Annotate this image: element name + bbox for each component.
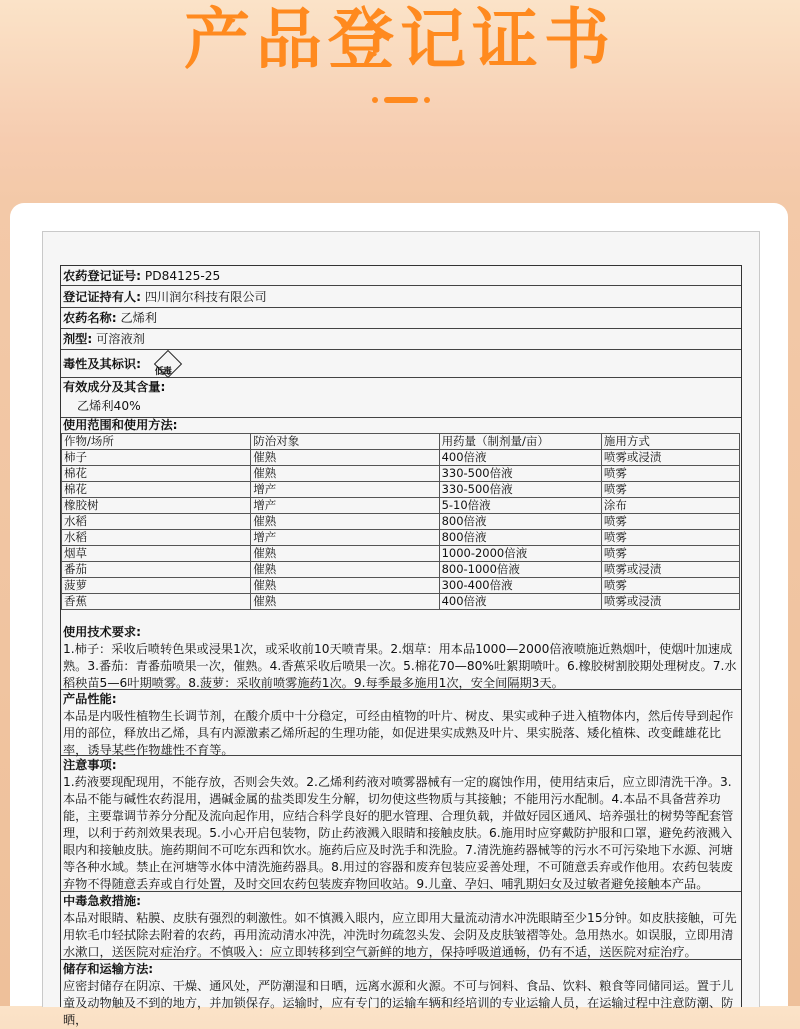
cell-dosage: 800倍液 (439, 530, 601, 546)
usage-label: 使用范围和使用方法: (63, 418, 178, 432)
table-row (62, 514, 740, 530)
product-performance-body: 本品是内吸性植物生长调节剂，在酸介质中十分稳定，可经由植物的叶片、树皮、果实或种子进入植物体内，然后传导到起作用的部位，释放出乙烯，具有内源激素乙烯所起的生理功能，如促进果实成熟及叶片、果实脱落、矮化植株、改变雌雄花比率，诱导某些作物雄性不育等。 (63, 709, 734, 757)
technical-requirements-body: 1.柿子：采收后喷转色果或浸果1次，或采收前10天喷青果。2.烟草：用本品1000—2000倍液喷施近熟烟叶，使烟叶加速成熟。3.番茄：青番茄喷果一次，催熟。4.香蕉采收后喷果一次。5.棉花70—80%吐絮期喷叶。6.橡胶树割胶期处理树皮。7.水稻秧苗5—6叶期喷雾。8.菠萝：采收前喷雾施药1次。9.每季最多施用1次，安全间隔期3天。 (63, 642, 737, 690)
cell-crop: 水稻 (62, 530, 251, 546)
table-header-row (62, 434, 740, 450)
technical-requirements-title: 使用技术要求: (63, 625, 141, 639)
ingredient-row (61, 378, 741, 418)
cell-dosage: 400倍液 (439, 594, 601, 610)
cell-target: 增产 (251, 482, 439, 498)
low-toxicity-icon (149, 351, 189, 379)
technical-requirements-section (61, 623, 741, 690)
holder-row (61, 286, 741, 308)
first-aid-body: 本品对眼睛、粘膜、皮肤有强烈的刺激性。如不慎溅入眼内，应立即用大量流动清水冲洗眼睛至少15分钟。如皮肤接触，可先用软毛巾轻拭除去附着的农药，再用流动清水冲洗，冲洗时勿疏忽头发、会阴及皮肤皱褶等处。急用热水。如误服，立即用清水漱口，送医院对症治疗。不慎吸入：应立即转移到空气新鲜的地方，保持呼吸道通畅，仍有不适，送医院对症治疗。 (63, 911, 737, 959)
table-row (62, 562, 740, 578)
ingredient-content: 乙烯利40% (77, 399, 141, 413)
cell-dosage: 800倍液 (439, 514, 601, 530)
cell-method: 喷雾 (601, 578, 739, 594)
column-header-target: 防治对象 (251, 434, 439, 450)
cell-crop: 水稻 (62, 514, 251, 530)
registration-number-row (61, 266, 741, 286)
table-row (62, 594, 740, 610)
ingredient-label: 有效成分及其含量: (63, 380, 166, 394)
cell-crop: 香蕉 (62, 594, 251, 610)
table-row (62, 482, 740, 498)
cell-crop: 柿子 (62, 450, 251, 466)
cell-dosage: 5-10倍液 (439, 498, 601, 514)
cell-method: 喷雾或浸渍 (601, 450, 739, 466)
cell-dosage: 330-500倍液 (439, 466, 601, 482)
cell-target: 增产 (251, 498, 439, 514)
cell-method: 喷雾或浸渍 (601, 562, 739, 578)
storage-transport-body: 应密封储存在阴凉、干燥、通风处，严防潮湿和日晒，远离水源和火源。不可与饲料、食品、饮料、粮食等同储同运。置于儿童及动物触及不到的地方，并加锁保存。运输时，应有专门的运输车辆和经培训的专业运输人员，在运输过程中注意防潮、防晒， (63, 979, 734, 1027)
usage-table (61, 433, 740, 610)
holder-name: 四川润尔科技有限公司 (144, 290, 267, 304)
cell-target: 催熟 (251, 578, 439, 594)
cell-target: 催熟 (251, 546, 439, 562)
storage-transport-section (61, 960, 741, 1027)
cell-method: 喷雾 (601, 546, 739, 562)
table-row (62, 466, 740, 482)
toxicity-badge-text: 低毒 (154, 366, 171, 377)
storage-transport-title: 储存和运输方法: (63, 962, 154, 976)
page-title: 产品登记证书 (184, 1, 616, 78)
precautions-body: 1.药液要现配现用，不能存放，否则会失效。2.乙烯利药液对喷雾器械有一定的腐蚀作用，使用结束后，应立即清洗干净。3.本品不能与碱性农药混用，遇碱金属的盐类即发生分解，切勿使这些物质与其接触；不能用污水配制。4.本品不具备营养功能，主要靠调节养分分配及流向起作用，应结合科学良好的肥水管理、合理负载，并做好园区通风、培养强壮的树势等配套管理，以利于药剂效果表现。5.小心开启包装物，防止药液溅入眼睛和接触皮肤。6.施用时应穿戴防护服和口罩，避免药液溅入眼内和接触皮肤。施药期间不可吃东西和饮水。施药后应及时洗手和洗脸。7.清洗施药器械等的污水不可污染地下水源、河塘等各种水域。禁止在河塘等水体中清洗施药器具。8.用过的容器和废弃包装应妥善处理，不可随意丢弃或作他用。农药包装废弃物不得随意丢弃或自行处置，及时交回农药包装废弃物回收站。9.儿童、孕妇、哺乳期妇女及过敏者避免接触本产品。 (63, 775, 734, 891)
cell-dosage: 330-500倍液 (439, 482, 601, 498)
cell-target: 增产 (251, 530, 439, 546)
formulation-row (61, 329, 741, 350)
cell-dosage: 1000-2000倍液 (439, 546, 601, 562)
cell-dosage: 800-1000倍液 (439, 562, 601, 578)
cell-dosage: 400倍液 (439, 450, 601, 466)
cell-method: 喷雾 (601, 482, 739, 498)
cell-dosage: 300-400倍液 (439, 578, 601, 594)
certificate-document (60, 265, 742, 1027)
product-performance-section (61, 690, 741, 756)
product-performance-title: 产品性能: (63, 692, 117, 706)
toxicity-row (61, 350, 741, 378)
cell-crop: 烟草 (62, 546, 251, 562)
cell-method: 涂布 (601, 498, 739, 514)
cell-crop: 橡胶树 (62, 498, 251, 514)
cell-target: 催熟 (251, 562, 439, 578)
table-row (62, 450, 740, 466)
cell-method: 喷雾 (601, 466, 739, 482)
pesticide-name-row (61, 308, 741, 329)
cell-target: 催熟 (251, 514, 439, 530)
first-aid-section (61, 892, 741, 960)
cell-target: 催熟 (251, 450, 439, 466)
registration-number: PD84125-25 (144, 269, 221, 283)
cell-crop: 棉花 (62, 482, 251, 498)
registration-number-label: 农药登记证号: (63, 269, 141, 283)
column-header-method: 施用方式 (601, 434, 739, 450)
toxicity-label: 毒性及其标识: (63, 357, 141, 371)
table-row (62, 498, 740, 514)
cell-target: 催熟 (251, 466, 439, 482)
holder-label: 登记证持有人: (63, 290, 141, 304)
formulation-label: 剂型: (63, 332, 93, 346)
table-row (62, 578, 740, 594)
pesticide-name-label: 农药名称: (63, 311, 117, 325)
precautions-section (61, 756, 741, 892)
cell-target: 催熟 (251, 594, 439, 610)
first-aid-title: 中毒急救措施: (63, 894, 141, 908)
column-header-crop: 作物/场所 (62, 434, 251, 450)
cell-crop: 菠萝 (62, 578, 251, 594)
pesticide-name: 乙烯利 (120, 311, 158, 325)
cell-crop: 番茄 (62, 562, 251, 578)
cell-method: 喷雾 (601, 514, 739, 530)
cell-method: 喷雾或浸渍 (601, 594, 739, 610)
cell-crop: 棉花 (62, 466, 251, 482)
table-row (62, 530, 740, 546)
cell-method: 喷雾 (601, 530, 739, 546)
table-row (62, 546, 740, 562)
formulation: 可溶液剂 (96, 332, 145, 346)
column-header-dosage: 用药量（制剂量/亩） (439, 434, 601, 450)
precautions-title: 注意事项: (63, 758, 117, 772)
